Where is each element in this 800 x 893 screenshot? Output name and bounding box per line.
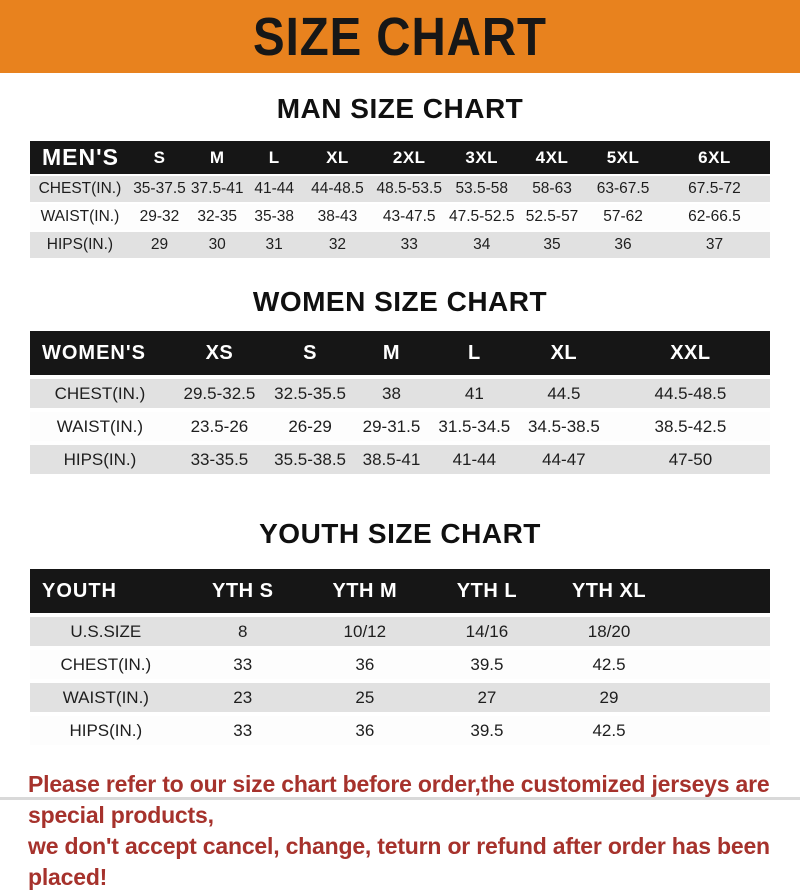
women-table-label: WOMEN'S (30, 331, 170, 375)
size-value-cell: 26-29 (269, 412, 351, 441)
size-column-header: 5XL (587, 141, 659, 174)
size-column-header: 3XL (447, 141, 517, 174)
size-value-cell: 37 (659, 232, 770, 258)
size-value-cell: 29 (130, 232, 189, 258)
size-column-header: XL (303, 141, 372, 174)
measurement-row (30, 204, 770, 230)
row-spacer (670, 650, 770, 679)
size-column-header: M (351, 331, 432, 375)
size-value-cell: 48.5-53.5 (372, 176, 447, 202)
size-value-cell: 31 (245, 232, 303, 258)
size-column-header: XXL (611, 331, 770, 375)
men-size-section (0, 93, 800, 260)
measurement-row (30, 617, 770, 646)
row-label: CHEST(IN.) (30, 379, 170, 408)
size-value-cell: 31.5-34.5 (432, 412, 517, 441)
size-value-cell: 34.5-38.5 (517, 412, 611, 441)
size-value-cell: 36 (304, 716, 426, 745)
size-column-header: M (189, 141, 245, 174)
size-value-cell: 23 (182, 683, 304, 712)
measurement-row (30, 650, 770, 679)
size-value-cell: 52.5-57 (517, 204, 587, 230)
size-value-cell: 32.5-35.5 (269, 379, 351, 408)
size-column-header: XS (170, 331, 269, 375)
size-column-header: YTH S (182, 569, 304, 613)
size-column-header: L (245, 141, 303, 174)
size-column-header: S (269, 331, 351, 375)
size-value-cell: 33 (182, 650, 304, 679)
size-column-header: YTH M (304, 569, 426, 613)
women-size-section (0, 286, 800, 478)
men-chart-heading: MAN SIZE CHART (276, 93, 524, 124)
size-value-cell: 29-31.5 (351, 412, 432, 441)
size-column-header: XL (517, 331, 611, 375)
youth-size-table (30, 565, 770, 749)
size-value-cell: 33 (372, 232, 447, 258)
women-size-table (30, 327, 770, 478)
measurement-row (30, 412, 770, 441)
youth-size-section (0, 518, 800, 749)
order-note-line1: Please refer to our size chart before order,the customized jerseys are special products, (28, 771, 770, 828)
measurement-row (30, 176, 770, 202)
size-value-cell: 39.5 (426, 716, 548, 745)
size-column-header: YTH L (426, 569, 548, 613)
row-label: HIPS(IN.) (30, 445, 170, 474)
size-value-cell: 39.5 (426, 650, 548, 679)
bottom-edge-strip (0, 797, 800, 800)
size-chart-banner (0, 0, 800, 73)
size-value-cell: 44.5-48.5 (611, 379, 770, 408)
row-label: CHEST(IN.) (30, 176, 130, 202)
size-value-cell: 29.5-32.5 (170, 379, 269, 408)
size-value-cell: 36 (587, 232, 659, 258)
size-value-cell: 37.5-41 (189, 176, 245, 202)
size-column-header: 2XL (372, 141, 447, 174)
size-value-cell: 35-38 (245, 204, 303, 230)
size-column-header: YTH XL (548, 569, 670, 613)
men-table-label: MEN'S (30, 141, 130, 174)
measurement-row (30, 379, 770, 408)
size-value-cell: 67.5-72 (659, 176, 770, 202)
size-value-cell: 23.5-26 (170, 412, 269, 441)
size-value-cell: 43-47.5 (372, 204, 447, 230)
row-label: WAIST(IN.) (30, 204, 130, 230)
row-label: U.S.SIZE (30, 617, 182, 646)
size-value-cell: 41-44 (245, 176, 303, 202)
men-header-row (30, 141, 770, 174)
size-value-cell: 35.5-38.5 (269, 445, 351, 474)
size-value-cell: 58-63 (517, 176, 587, 202)
size-value-cell: 53.5-58 (447, 176, 517, 202)
youth-table-label: YOUTH (30, 569, 182, 613)
measurement-row (30, 232, 770, 258)
size-value-cell: 32 (303, 232, 372, 258)
size-value-cell: 10/12 (304, 617, 426, 646)
size-column-header: S (130, 141, 189, 174)
size-value-cell: 18/20 (548, 617, 670, 646)
size-value-cell: 35-37.5 (130, 176, 189, 202)
size-value-cell: 44-48.5 (303, 176, 372, 202)
row-spacer (670, 683, 770, 712)
size-value-cell: 42.5 (548, 650, 670, 679)
size-value-cell: 57-62 (587, 204, 659, 230)
banner-title: SIZE CHART (253, 6, 547, 67)
size-value-cell: 47-50 (611, 445, 770, 474)
size-value-cell: 38 (351, 379, 432, 408)
size-value-cell: 63-67.5 (587, 176, 659, 202)
size-column-header: 4XL (517, 141, 587, 174)
order-note-line2: we don't accept cancel, change, teturn or refund after order has been placed! (28, 833, 770, 890)
size-value-cell: 38.5-42.5 (611, 412, 770, 441)
size-value-cell: 33-35.5 (170, 445, 269, 474)
size-value-cell: 14/16 (426, 617, 548, 646)
row-label: WAIST(IN.) (30, 412, 170, 441)
size-value-cell: 32-35 (189, 204, 245, 230)
measurement-row (30, 445, 770, 474)
size-value-cell: 34 (447, 232, 517, 258)
order-note (28, 769, 770, 893)
row-spacer (670, 617, 770, 646)
header-spacer (670, 569, 770, 613)
size-value-cell: 27 (426, 683, 548, 712)
size-value-cell: 36 (304, 650, 426, 679)
size-value-cell: 62-66.5 (659, 204, 770, 230)
men-size-table (30, 139, 770, 260)
size-value-cell: 38-43 (303, 204, 372, 230)
size-value-cell: 44-47 (517, 445, 611, 474)
size-value-cell: 41-44 (432, 445, 517, 474)
size-value-cell: 8 (182, 617, 304, 646)
size-value-cell: 42.5 (548, 716, 670, 745)
size-value-cell: 41 (432, 379, 517, 408)
size-value-cell: 35 (517, 232, 587, 258)
size-value-cell: 29 (548, 683, 670, 712)
size-value-cell: 29-32 (130, 204, 189, 230)
size-column-header: L (432, 331, 517, 375)
size-column-header: 6XL (659, 141, 770, 174)
size-value-cell: 44.5 (517, 379, 611, 408)
women-header-row (30, 331, 770, 375)
youth-header-row (30, 569, 770, 613)
row-label: WAIST(IN.) (30, 683, 182, 712)
size-value-cell: 30 (189, 232, 245, 258)
row-label: HIPS(IN.) (30, 232, 130, 258)
measurement-row (30, 683, 770, 712)
size-value-cell: 33 (182, 716, 304, 745)
women-chart-heading: WOMEN SIZE CHART (252, 286, 548, 317)
measurement-row (30, 716, 770, 745)
youth-chart-heading: YOUTH SIZE CHART (259, 518, 541, 549)
row-spacer (670, 716, 770, 745)
size-value-cell: 47.5-52.5 (447, 204, 517, 230)
row-label: HIPS(IN.) (30, 716, 182, 745)
row-label: CHEST(IN.) (30, 650, 182, 679)
size-value-cell: 25 (304, 683, 426, 712)
size-value-cell: 38.5-41 (351, 445, 432, 474)
